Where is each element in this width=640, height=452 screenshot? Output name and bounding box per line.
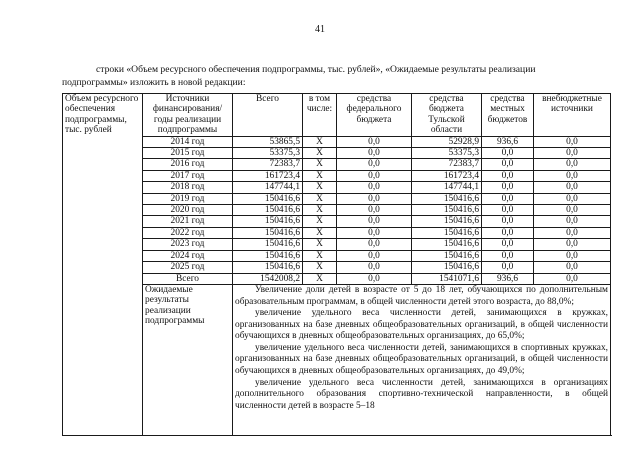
local-cell: 0,0 [482, 262, 534, 273]
local-cell: 0,0 [482, 216, 534, 227]
header-sources: Источники финансирования/ годы реализации подпрограммы [143, 94, 233, 137]
x-cell: Х [303, 273, 337, 284]
local-cell: 0,0 [482, 159, 534, 170]
federal-cell: 0,0 [337, 193, 412, 204]
table-row [63, 250, 611, 261]
table-row [63, 159, 611, 170]
table-row [63, 182, 611, 193]
header-federal: средства федерального бюджета [337, 94, 412, 137]
x-cell: Х [303, 239, 337, 250]
table-row [63, 170, 611, 181]
regional-cell: 147744,1 [412, 182, 482, 193]
results-cell [233, 284, 611, 435]
local-cell: 936,6 [482, 273, 534, 284]
table-row [63, 239, 611, 250]
local-cell: 0,0 [482, 148, 534, 159]
year-cell: 2014 год [143, 136, 233, 147]
federal-cell: 0,0 [337, 170, 412, 181]
year-cell: Всего [143, 273, 233, 284]
x-cell: Х [303, 159, 337, 170]
x-cell: Х [303, 262, 337, 273]
total-cell: 147744,1 [233, 182, 303, 193]
extra-cell: 0,0 [534, 193, 611, 204]
federal-cell: 0,0 [337, 239, 412, 250]
total-cell: 150416,6 [233, 227, 303, 238]
extra-cell: 0,0 [534, 273, 611, 284]
row-label-results: Ожидаемые результаты реализации подпрограммы [143, 284, 233, 435]
x-cell: Х [303, 136, 337, 147]
total-cell: 150416,6 [233, 216, 303, 227]
year-cell: 2017 год [143, 170, 233, 181]
table-row [63, 205, 611, 216]
year-cell: 2020 год [143, 205, 233, 216]
regional-cell: 52928,9 [412, 136, 482, 147]
page-number: 41 [315, 24, 325, 35]
regional-cell: 150416,6 [412, 239, 482, 250]
regional-cell: 161723,4 [412, 170, 482, 181]
x-cell: Х [303, 148, 337, 159]
header-local: средства местных бюджетов [482, 94, 534, 137]
federal-cell: 0,0 [337, 205, 412, 216]
table-row [63, 227, 611, 238]
result-item: увеличение удельного веса численности детей, занимающихся в организациях дополнительного образования спортивно-технической направленности, в общей численности детей в возрасте 5–18 [235, 377, 608, 411]
x-cell: Х [303, 227, 337, 238]
extra-cell: 0,0 [534, 227, 611, 238]
year-cell: 2025 год [143, 262, 233, 273]
regional-cell: 150416,6 [412, 262, 482, 273]
header-regional: средства бюджета Тульской области [412, 94, 482, 137]
x-cell: Х [303, 250, 337, 261]
regional-cell: 72383,7 [412, 159, 482, 170]
extra-cell: 0,0 [534, 182, 611, 193]
federal-cell: 0,0 [337, 148, 412, 159]
year-cell: 2018 год [143, 182, 233, 193]
regional-cell: 150416,6 [412, 216, 482, 227]
x-cell: Х [303, 182, 337, 193]
local-cell: 936,6 [482, 136, 534, 147]
header-extrabudget: внебюджетные источники [534, 94, 611, 137]
regional-cell: 150416,6 [412, 227, 482, 238]
x-cell: Х [303, 205, 337, 216]
extra-cell: 0,0 [534, 216, 611, 227]
regional-cell: 1541071,6 [412, 273, 482, 284]
header-including: в том числе: [303, 94, 337, 137]
extra-cell: 0,0 [534, 136, 611, 147]
federal-cell: 0,0 [337, 216, 412, 227]
result-item: Увеличение доли детей в возрасте от 5 до 18 лет, обучающихся по дополнительным образовательным программам, в общей численности детей этого возраста, до 88,0%; [235, 284, 608, 307]
intro-line-2: подпрограммы» изложить в новой редакции: [62, 76, 246, 88]
x-cell: Х [303, 216, 337, 227]
extra-cell: 0,0 [534, 250, 611, 261]
intro-paragraph [62, 64, 610, 89]
total-cell: 53375,3 [233, 148, 303, 159]
total-cell: 150416,6 [233, 193, 303, 204]
extra-cell: 0,0 [534, 205, 611, 216]
year-cell: 2024 год [143, 250, 233, 261]
year-cell: 2022 год [143, 227, 233, 238]
table-row [63, 193, 611, 204]
federal-cell: 0,0 [337, 273, 412, 284]
federal-cell: 0,0 [337, 159, 412, 170]
extra-cell: 0,0 [534, 262, 611, 273]
federal-cell: 0,0 [337, 136, 412, 147]
table-row-total [63, 273, 611, 284]
local-cell: 0,0 [482, 227, 534, 238]
total-cell: 161723,4 [233, 170, 303, 181]
year-cell: 2023 год [143, 239, 233, 250]
local-cell: 0,0 [482, 170, 534, 181]
total-cell: 72383,7 [233, 159, 303, 170]
federal-cell: 0,0 [337, 262, 412, 273]
total-cell: 150416,6 [233, 250, 303, 261]
year-cell: 2015 год [143, 148, 233, 159]
intro-line-1: строки «Объем ресурсного обеспечения подпрограммы, тыс. рублей», «Ожидаемые результаты реализации [96, 64, 536, 75]
local-cell: 0,0 [482, 250, 534, 261]
header-total: Всего [233, 94, 303, 137]
header-row [63, 94, 611, 137]
local-cell: 0,0 [482, 182, 534, 193]
year-cell: 2016 год [143, 159, 233, 170]
year-cell: 2019 год [143, 193, 233, 204]
federal-cell: 0,0 [337, 227, 412, 238]
result-item: увеличение удельного веса численности детей, занимающихся в кружках, организованных на базе дневных общеобразовательных организаций, в общей численности обучающихся в дневных общеобразовательных организациях, до 65,0%; [235, 308, 608, 342]
table-row [63, 136, 611, 147]
total-cell: 150416,6 [233, 262, 303, 273]
table-row [63, 262, 611, 273]
table-row [63, 216, 611, 227]
total-cell: 1542008,2 [233, 273, 303, 284]
federal-cell: 0,0 [337, 250, 412, 261]
regional-cell: 150416,6 [412, 193, 482, 204]
total-cell: 53865,5 [233, 136, 303, 147]
result-item: увеличение удельного веса численности детей, занимающихся в спортивных кружках, организованных на базе дневных общеобразовательных организаций, в общей численности обучающихся в дневных общеобразовательных организациях, до 49,0%; [235, 342, 608, 377]
resources-table [62, 93, 611, 436]
local-cell: 0,0 [482, 205, 534, 216]
extra-cell: 0,0 [534, 148, 611, 159]
regional-cell: 150416,6 [412, 205, 482, 216]
table-row [63, 148, 611, 159]
results-row [63, 284, 611, 435]
row-label-resources: Объем ресурсного обеспечения подпрограммы, тыс. рублей [63, 94, 143, 436]
local-cell: 0,0 [482, 193, 534, 204]
extra-cell: 0,0 [534, 239, 611, 250]
regional-cell: 53375,3 [412, 148, 482, 159]
extra-cell: 0,0 [534, 170, 611, 181]
federal-cell: 0,0 [337, 182, 412, 193]
extra-cell: 0,0 [534, 159, 611, 170]
x-cell: Х [303, 193, 337, 204]
x-cell: Х [303, 170, 337, 181]
local-cell: 0,0 [482, 239, 534, 250]
total-cell: 150416,6 [233, 205, 303, 216]
total-cell: 150416,6 [233, 239, 303, 250]
year-cell: 2021 год [143, 216, 233, 227]
regional-cell: 150416,6 [412, 250, 482, 261]
